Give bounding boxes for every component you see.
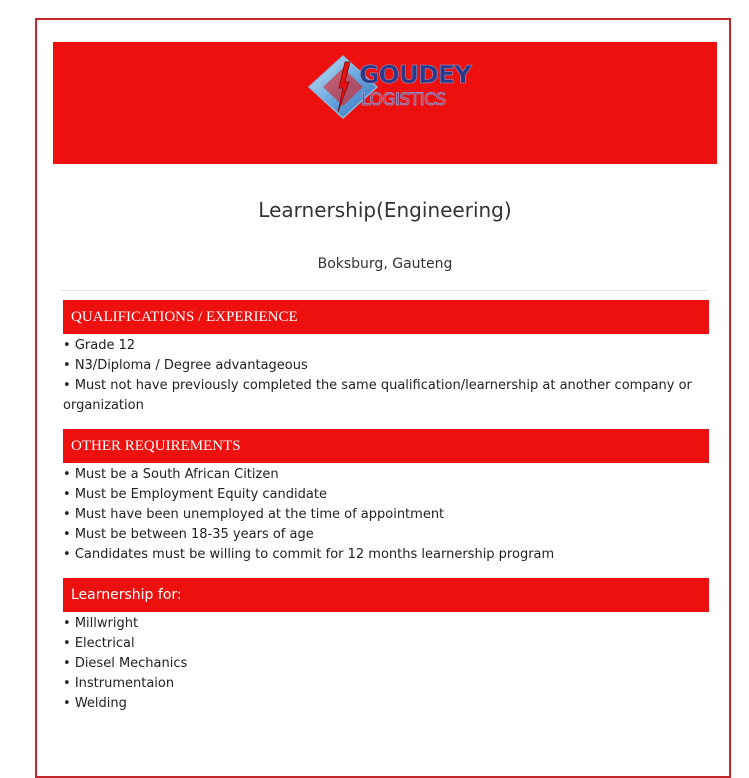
qualifications-list: [63, 336, 709, 416]
job-location: Boksburg, Gauteng: [317, 256, 453, 272]
learnership-list: [63, 614, 709, 714]
list-item: • Must have been unemployed at the time of appointment: [63, 505, 709, 525]
list-item: • Must be Employment Equity candidate: [63, 485, 709, 505]
list-item: • Grade 12: [63, 336, 709, 356]
list-item: • Millwright: [63, 614, 709, 634]
section-heading-qualifications: QUALIFICATIONS / EXPERIENCE: [63, 300, 709, 334]
logo-text-top: GOUDEY: [359, 60, 472, 89]
list-item: • Welding: [63, 694, 709, 714]
divider: [61, 290, 707, 291]
list-item: • Must not have previously completed the same qualification/learnership at another company or organization: [63, 376, 709, 416]
list-item: • N3/Diploma / Degree advantageous: [63, 356, 709, 376]
requirements-list: [63, 465, 709, 565]
list-item: • Must be between 18-35 years of age: [63, 525, 709, 545]
logo-text-bottom: LOGISTICS: [361, 90, 446, 110]
job-title: Learnership(Engineering): [258, 198, 512, 222]
list-item: • Instrumentaion: [63, 674, 709, 694]
list-item: • Must be a South African Citizen: [63, 465, 709, 485]
section-heading-other-requirements: OTHER REQUIREMENTS: [63, 429, 709, 463]
list-item: • Electrical: [63, 634, 709, 654]
company-logo: [305, 54, 475, 120]
section-heading-learnership-for: Learnership for:: [63, 578, 709, 612]
job-card: [35, 18, 731, 778]
list-item: • Candidates must be willing to commit for 12 months learnership program: [63, 545, 709, 565]
header-banner: [53, 42, 717, 164]
list-item: • Diesel Mechanics: [63, 654, 709, 674]
